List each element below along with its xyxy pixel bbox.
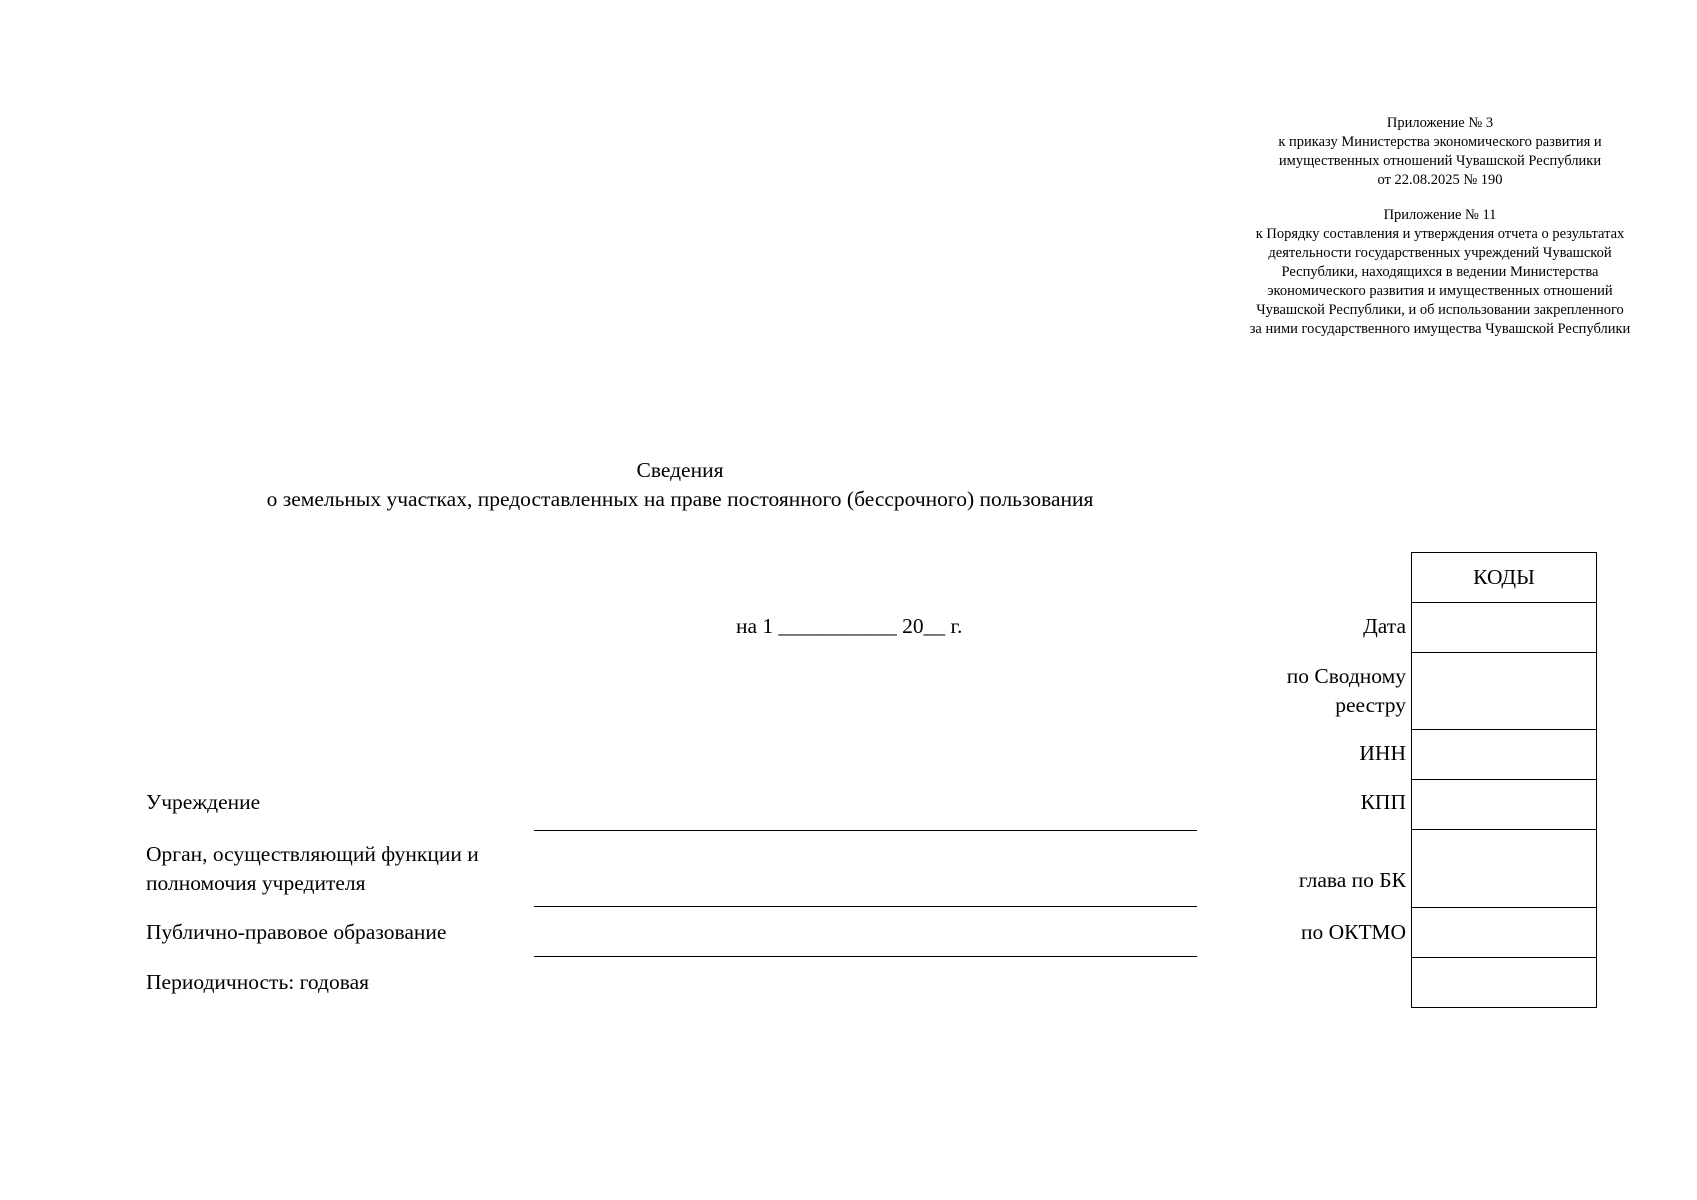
report-date: на 1 ___________ 20__ г.: [736, 614, 963, 638]
bk-chapter-code-label: глава по БК: [1298, 868, 1406, 892]
codes-header: КОДЫ: [1412, 553, 1597, 603]
appendix-11-line: к Порядку составления и утверждения отчета о результатах: [1255, 226, 1625, 242]
appendix-11-line: деятельности государственных учреждений Чувашской: [1268, 245, 1612, 261]
date-code-label: Дата: [1363, 614, 1406, 638]
registry-code-label-line2: реестру: [1335, 693, 1406, 717]
founder-label-line1: Орган, осуществляющий функции и: [146, 842, 479, 866]
inn-code-cell[interactable]: [1412, 730, 1597, 780]
appendix-3-line: Приложение № 3: [1386, 115, 1494, 131]
kpp-code-label: КПП: [1360, 790, 1406, 814]
periodicity-code-cell[interactable]: [1412, 958, 1597, 1008]
appendix-11-line: за ними государственного имущества Чувашской Республики: [1249, 321, 1631, 337]
bk-chapter-code-cell[interactable]: [1412, 830, 1597, 908]
periodicity-label: Периодичность: годовая: [146, 970, 369, 994]
appendix-11-line: Чувашской Республики, и об использовании закрепленного: [1256, 302, 1624, 318]
title-subheading: о земельных участках, предоставленных на праве постоянного (бессрочного) пользования: [266, 487, 1094, 511]
public-entity-fill-line[interactable]: [534, 956, 1197, 957]
registry-code-cell[interactable]: [1412, 653, 1597, 730]
date-code-cell[interactable]: [1412, 603, 1597, 653]
public-entity-label: Публично-правовое образование: [146, 920, 447, 944]
kpp-code-cell[interactable]: [1412, 780, 1597, 830]
appendix-3-line: к приказу Министерства экономического развития и: [1278, 134, 1602, 150]
founder-fill-line[interactable]: [534, 906, 1197, 907]
appendix-11-line: экономического развития и имущественных отношений: [1267, 283, 1613, 299]
appendix-3-line: имущественных отношений Чувашской Республики: [1278, 153, 1602, 169]
oktmo-code-label: по ОКТМО: [1301, 920, 1406, 944]
appendix-11-line: Приложение № 11: [1383, 207, 1497, 223]
appendix-3-line: от 22.08.2025 № 190: [1377, 172, 1503, 188]
institution-fill-line[interactable]: [534, 830, 1197, 831]
appendix-11-note: [1185, 206, 1695, 339]
document-title: [200, 456, 1160, 514]
registry-code-label-line1: по Сводному: [1286, 664, 1406, 688]
oktmo-code-cell[interactable]: [1412, 908, 1597, 958]
appendix-3-note: [1185, 114, 1695, 190]
codes-table: [1411, 552, 1597, 1008]
appendix-11-line: Республики, находящихся в ведении Министерства: [1281, 264, 1599, 280]
title-heading: Сведения: [636, 458, 724, 482]
inn-code-label: ИНН: [1359, 741, 1406, 765]
founder-label-line2: полномочия учредителя: [146, 871, 366, 895]
institution-label: Учреждение: [146, 790, 261, 814]
